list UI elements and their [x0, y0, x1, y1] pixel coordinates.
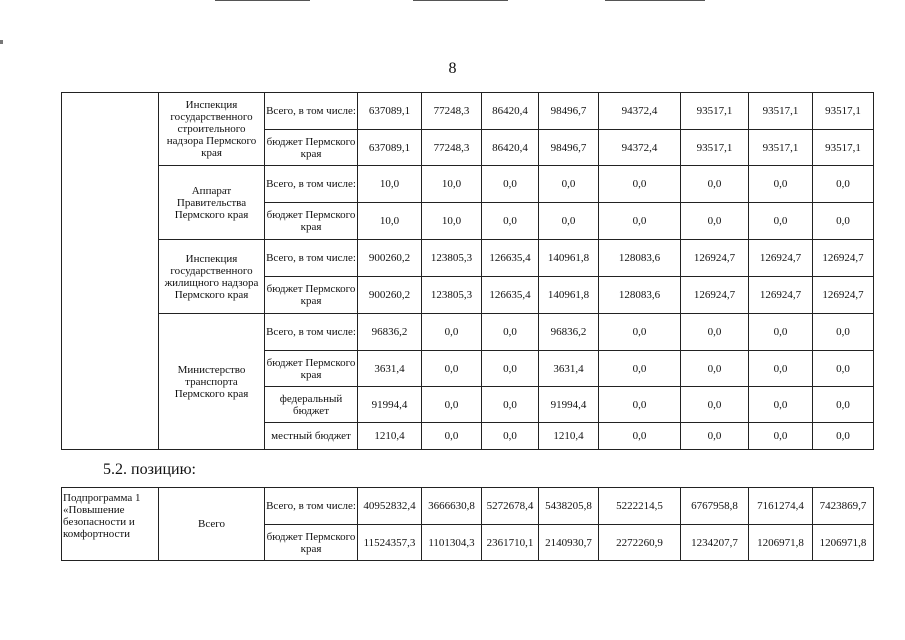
value-cell: 0,0 [813, 423, 874, 450]
value-cell: 1210,4 [358, 423, 422, 450]
value-cell: 2272260,9 [599, 525, 681, 561]
row-label-cell: бюджет Пермского края [265, 130, 358, 166]
value-cell: 0,0 [749, 387, 813, 423]
section-heading: 5.2. позицию: [103, 461, 196, 478]
value-cell: 94372,4 [599, 130, 681, 166]
value-cell: 900260,2 [358, 240, 422, 277]
page-number: 8 [448, 60, 457, 77]
value-cell: 126924,7 [749, 277, 813, 314]
value-cell: 3631,4 [358, 351, 422, 387]
value-cell: 93517,1 [813, 130, 874, 166]
value-cell: 0,0 [599, 423, 681, 450]
budget-table-2 [61, 487, 874, 561]
value-cell: 2361710,1 [482, 525, 539, 561]
value-cell: 128083,6 [599, 240, 681, 277]
row-label-cell: Всего, в том числе: [265, 240, 358, 277]
value-cell: 1206971,8 [749, 525, 813, 561]
value-cell: 0,0 [749, 166, 813, 203]
value-cell: 0,0 [599, 351, 681, 387]
value-cell: 0,0 [681, 203, 749, 240]
value-cell: 93517,1 [681, 130, 749, 166]
value-cell: 77248,3 [422, 93, 482, 130]
table-row [62, 166, 874, 203]
value-cell: 93517,1 [749, 93, 813, 130]
scan-edge-line-2 [413, 0, 508, 1]
row-label-cell: Всего, в том числе: [265, 488, 358, 525]
value-cell: 86420,4 [482, 130, 539, 166]
value-cell: 93517,1 [681, 93, 749, 130]
value-cell: 0,0 [681, 423, 749, 450]
row-label-cell: бюджет Пермского края [265, 277, 358, 314]
value-cell: 900260,2 [358, 277, 422, 314]
table-row [62, 488, 874, 525]
value-cell: 0,0 [599, 314, 681, 351]
value-cell: 0,0 [681, 387, 749, 423]
value-cell: 0,0 [749, 351, 813, 387]
organization-cell: Аппарат Правительства Пермского края [159, 166, 265, 240]
value-cell: 0,0 [482, 423, 539, 450]
value-cell: 5438205,8 [539, 488, 599, 525]
value-cell: 6767958,8 [681, 488, 749, 525]
organization-cell: Министерство транспорта Пермского края [159, 314, 265, 450]
value-cell: 0,0 [482, 314, 539, 351]
value-cell: 126924,7 [681, 240, 749, 277]
value-cell: 128083,6 [599, 277, 681, 314]
value-cell: 0,0 [813, 387, 874, 423]
value-cell: 3631,4 [539, 351, 599, 387]
budget-table-1 [61, 92, 874, 450]
value-cell: 0,0 [482, 351, 539, 387]
value-cell: 140961,8 [539, 277, 599, 314]
value-cell: 0,0 [681, 166, 749, 203]
value-cell: 126924,7 [813, 277, 874, 314]
value-cell: 7423869,7 [813, 488, 874, 525]
value-cell: 0,0 [813, 203, 874, 240]
value-cell: 91994,4 [358, 387, 422, 423]
value-cell: 96836,2 [539, 314, 599, 351]
value-cell: 0,0 [681, 314, 749, 351]
row-label-cell: бюджет Пермского края [265, 525, 358, 561]
value-cell: 126924,7 [813, 240, 874, 277]
table-row [62, 240, 874, 277]
organization-cell: Инспекция государственного строительного надзора Пермского края [159, 93, 265, 166]
value-cell: 0,0 [539, 166, 599, 203]
value-cell: 0,0 [482, 166, 539, 203]
value-cell: 0,0 [422, 351, 482, 387]
value-cell: 98496,7 [539, 130, 599, 166]
value-cell: 1101304,3 [422, 525, 482, 561]
value-cell: 40952832,4 [358, 488, 422, 525]
value-cell: 0,0 [813, 166, 874, 203]
value-cell: 126924,7 [681, 277, 749, 314]
value-cell: 0,0 [749, 314, 813, 351]
blank-cell [62, 93, 159, 450]
organization-cell: Инспекция государственного жилищного надзора Пермского края [159, 240, 265, 314]
value-cell: 5222214,5 [599, 488, 681, 525]
value-cell: 91994,4 [539, 387, 599, 423]
value-cell: 96836,2 [358, 314, 422, 351]
value-cell: 86420,4 [482, 93, 539, 130]
value-cell: 77248,3 [422, 130, 482, 166]
subprogram-cell: Подпрограмма 1 «Повышение безопасности и комфортности [62, 488, 159, 561]
value-cell: 11524357,3 [358, 525, 422, 561]
row-label-cell: бюджет Пермского края [265, 351, 358, 387]
value-cell: 0,0 [422, 423, 482, 450]
value-cell: 0,0 [599, 387, 681, 423]
value-cell: 0,0 [681, 351, 749, 387]
value-cell: 1234207,7 [681, 525, 749, 561]
scan-edge-line-3 [605, 0, 705, 1]
value-cell: 10,0 [358, 166, 422, 203]
value-cell: 123805,3 [422, 277, 482, 314]
value-cell: 637089,1 [358, 130, 422, 166]
value-cell: 10,0 [358, 203, 422, 240]
row-label-cell: местный бюджет [265, 423, 358, 450]
value-cell: 126924,7 [749, 240, 813, 277]
row-label-cell: Всего, в том числе: [265, 314, 358, 351]
value-cell: 0,0 [813, 314, 874, 351]
value-cell: 123805,3 [422, 240, 482, 277]
value-cell: 140961,8 [539, 240, 599, 277]
value-cell: 1210,4 [539, 423, 599, 450]
value-cell: 0,0 [539, 203, 599, 240]
value-cell: 98496,7 [539, 93, 599, 130]
scan-edge-line-1 [215, 0, 310, 1]
value-cell: 3666630,8 [422, 488, 482, 525]
value-cell: 126635,4 [482, 277, 539, 314]
value-cell: 637089,1 [358, 93, 422, 130]
value-cell: 0,0 [599, 203, 681, 240]
value-cell: 0,0 [749, 203, 813, 240]
value-cell: 93517,1 [749, 130, 813, 166]
row-label-cell: Всего, в том числе: [265, 93, 358, 130]
row-label-cell: Всего, в том числе: [265, 166, 358, 203]
value-cell: 94372,4 [599, 93, 681, 130]
value-cell: 7161274,4 [749, 488, 813, 525]
value-cell: 10,0 [422, 203, 482, 240]
value-cell: 0,0 [813, 351, 874, 387]
value-cell: 0,0 [422, 314, 482, 351]
row-label-cell: федеральный бюджет [265, 387, 358, 423]
scan-margin-mark [0, 40, 3, 44]
value-cell: 0,0 [482, 203, 539, 240]
value-cell: 2140930,7 [539, 525, 599, 561]
organization-cell: Всего [159, 488, 265, 561]
value-cell: 0,0 [422, 387, 482, 423]
value-cell: 0,0 [599, 166, 681, 203]
value-cell: 10,0 [422, 166, 482, 203]
value-cell: 126635,4 [482, 240, 539, 277]
value-cell: 0,0 [749, 423, 813, 450]
value-cell: 0,0 [482, 387, 539, 423]
table-row [62, 314, 874, 351]
value-cell: 93517,1 [813, 93, 874, 130]
row-label-cell: бюджет Пермского края [265, 203, 358, 240]
value-cell: 5272678,4 [482, 488, 539, 525]
table-row [62, 93, 874, 130]
value-cell: 1206971,8 [813, 525, 874, 561]
